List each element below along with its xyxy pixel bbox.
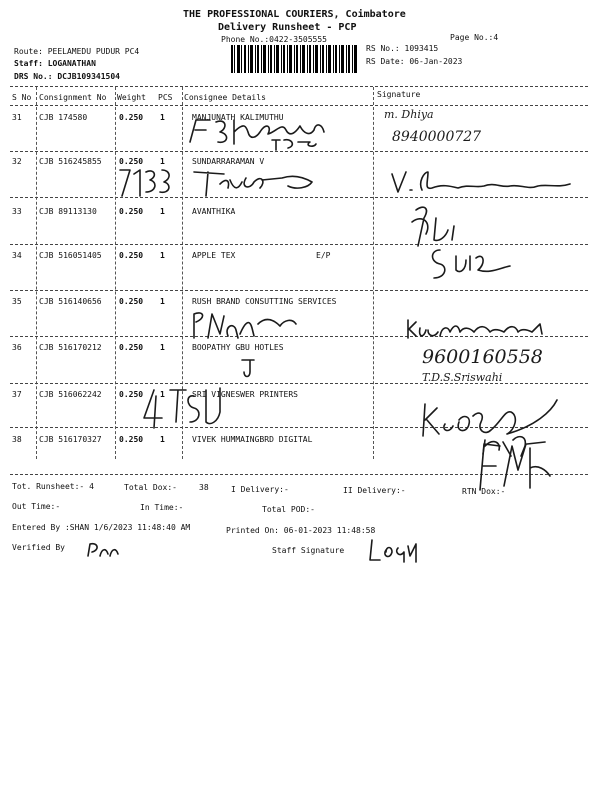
row-sno: 32 bbox=[12, 157, 22, 166]
handwritten-signature bbox=[112, 162, 332, 202]
company-title: THE PROFESSIONAL COURIERS, Coimbatore bbox=[183, 9, 406, 20]
rtn-dox: RTN Dox:- bbox=[462, 487, 506, 496]
row-consignment: CJB 89113130 bbox=[39, 207, 97, 216]
handwritten-receiver-name: T.D.S.Sriswahi bbox=[422, 371, 503, 384]
route: Route: PEELAMEDU PUDUR PC4 bbox=[14, 47, 140, 56]
col-pcs: PCS bbox=[158, 93, 173, 102]
handwritten-signature bbox=[240, 356, 260, 380]
row-consignment: CJB 174580 bbox=[39, 113, 88, 122]
handwritten-signature bbox=[366, 536, 426, 564]
row-rule bbox=[10, 290, 588, 291]
header-top-rule bbox=[10, 86, 588, 87]
row-weight: 0.250 bbox=[119, 390, 144, 399]
row-consignee: SRI VIGNESWER PRINTERS bbox=[192, 390, 298, 399]
row-pcs: 1 bbox=[160, 435, 165, 444]
page-number: Page No.:4 bbox=[450, 33, 499, 42]
total-dox-value: 38 bbox=[199, 483, 209, 492]
row-weight: 0.250 bbox=[119, 297, 144, 306]
row-consignee: VIVEK HUMMAINGBRD DIGITAL bbox=[192, 435, 313, 444]
row-weight: 0.250 bbox=[119, 157, 144, 166]
row-weight: 0.250 bbox=[119, 435, 144, 444]
row-consignee: APPLE TEX bbox=[192, 251, 236, 260]
col-consignee: Consignee Details bbox=[184, 93, 266, 102]
barcode bbox=[231, 45, 359, 73]
handwritten-signature bbox=[188, 306, 308, 340]
runsheet-subtitle: Delivery Runsheet - PCP bbox=[218, 22, 357, 33]
header-bottom-rule bbox=[10, 105, 588, 106]
rs-number: RS No.: 1093415 bbox=[366, 44, 439, 53]
handwritten-signature bbox=[186, 112, 356, 152]
col-weight: Weight bbox=[117, 93, 146, 102]
i-delivery: I Delivery:- bbox=[231, 485, 289, 494]
row-consignee: RUSH BRAND CONSUTTING SERVICES bbox=[192, 297, 337, 306]
row-weight: 0.250 bbox=[119, 207, 144, 216]
out-time: Out Time:- bbox=[12, 502, 61, 511]
verified-by: Verified By bbox=[12, 543, 65, 552]
row-sno: 34 bbox=[12, 251, 22, 260]
total-dox-label: Total Dox:- bbox=[124, 483, 177, 492]
col-consignment: Consignment No bbox=[39, 93, 107, 102]
row-weight: 0.250 bbox=[119, 251, 144, 260]
row-consignment: CJB 516170212 bbox=[39, 343, 102, 352]
handwritten-signature bbox=[400, 200, 550, 290]
handwritten-receiver-phone: 8940000727 bbox=[392, 129, 482, 145]
staff: Staff: LOGANATHAN bbox=[14, 59, 96, 68]
staff-signature-label: Staff Signature bbox=[272, 546, 345, 555]
row-sno: 31 bbox=[12, 113, 22, 122]
handwritten-signature bbox=[84, 540, 124, 560]
ii-delivery: II Delivery:- bbox=[343, 486, 406, 495]
drs-number: DRS No.: DCJB109341504 bbox=[14, 72, 120, 81]
row-ep-flag: E/P bbox=[316, 251, 331, 260]
row-consignment: CJB 516170327 bbox=[39, 435, 102, 444]
row-consignee: AVANTHIKA bbox=[192, 207, 236, 216]
col-sno: S No bbox=[12, 93, 32, 102]
handwritten-signature bbox=[404, 316, 554, 340]
entered-by: Entered By :SHAN 1/6/2023 11:48:40 AM bbox=[12, 523, 191, 532]
row-consignee: BOOPATHY GBU HOTLES bbox=[192, 343, 284, 352]
row-consignment: CJB 516051405 bbox=[39, 251, 102, 260]
handwritten-signature bbox=[140, 382, 250, 432]
row-pcs: 1 bbox=[160, 343, 165, 352]
row-consignee: SUNDARRARAMAN V bbox=[192, 157, 265, 166]
row-pcs: 1 bbox=[160, 297, 165, 306]
row-consignment: CJB 516062242 bbox=[39, 390, 102, 399]
tot-runsheet: Tot. Runsheet:- 4 bbox=[12, 482, 94, 491]
row-consignment: CJB 516245855 bbox=[39, 157, 102, 166]
vline-consignment bbox=[115, 87, 116, 459]
rs-date: RS Date: 06-Jan-2023 bbox=[366, 57, 463, 66]
row-pcs: 1 bbox=[160, 113, 165, 122]
row-weight: 0.250 bbox=[119, 343, 144, 352]
total-pod: Total POD:- bbox=[262, 505, 315, 514]
handwritten-signature bbox=[474, 436, 554, 496]
vline-signature bbox=[373, 87, 374, 459]
row-consignment: CJB 516140656 bbox=[39, 297, 102, 306]
vline-sno bbox=[36, 87, 37, 459]
row-sno: 33 bbox=[12, 207, 22, 216]
row-pcs: 1 bbox=[160, 251, 165, 260]
in-time: In Time:- bbox=[140, 503, 184, 512]
col-signature: Signature bbox=[377, 90, 421, 99]
row-sno: 35 bbox=[12, 297, 22, 306]
handwritten-receiver-name: m. Dhiya bbox=[384, 108, 434, 121]
row-weight: 0.250 bbox=[119, 113, 144, 122]
printed-on: Printed On: 06-01-2023 11:48:58 bbox=[226, 526, 376, 535]
row-consignee: MANJUNATH KALIMUTHU bbox=[192, 113, 284, 122]
row-sno: 36 bbox=[12, 343, 22, 352]
row-sno: 38 bbox=[12, 435, 22, 444]
handwritten-signature bbox=[388, 168, 588, 198]
handwritten-receiver-phone: 9600160558 bbox=[422, 346, 543, 368]
row-sno: 37 bbox=[12, 390, 22, 399]
row-pcs: 1 bbox=[160, 390, 165, 399]
phone-number: Phone No.:0422-3505555 bbox=[221, 35, 327, 44]
row-pcs: 1 bbox=[160, 157, 165, 166]
row-pcs: 1 bbox=[160, 207, 165, 216]
